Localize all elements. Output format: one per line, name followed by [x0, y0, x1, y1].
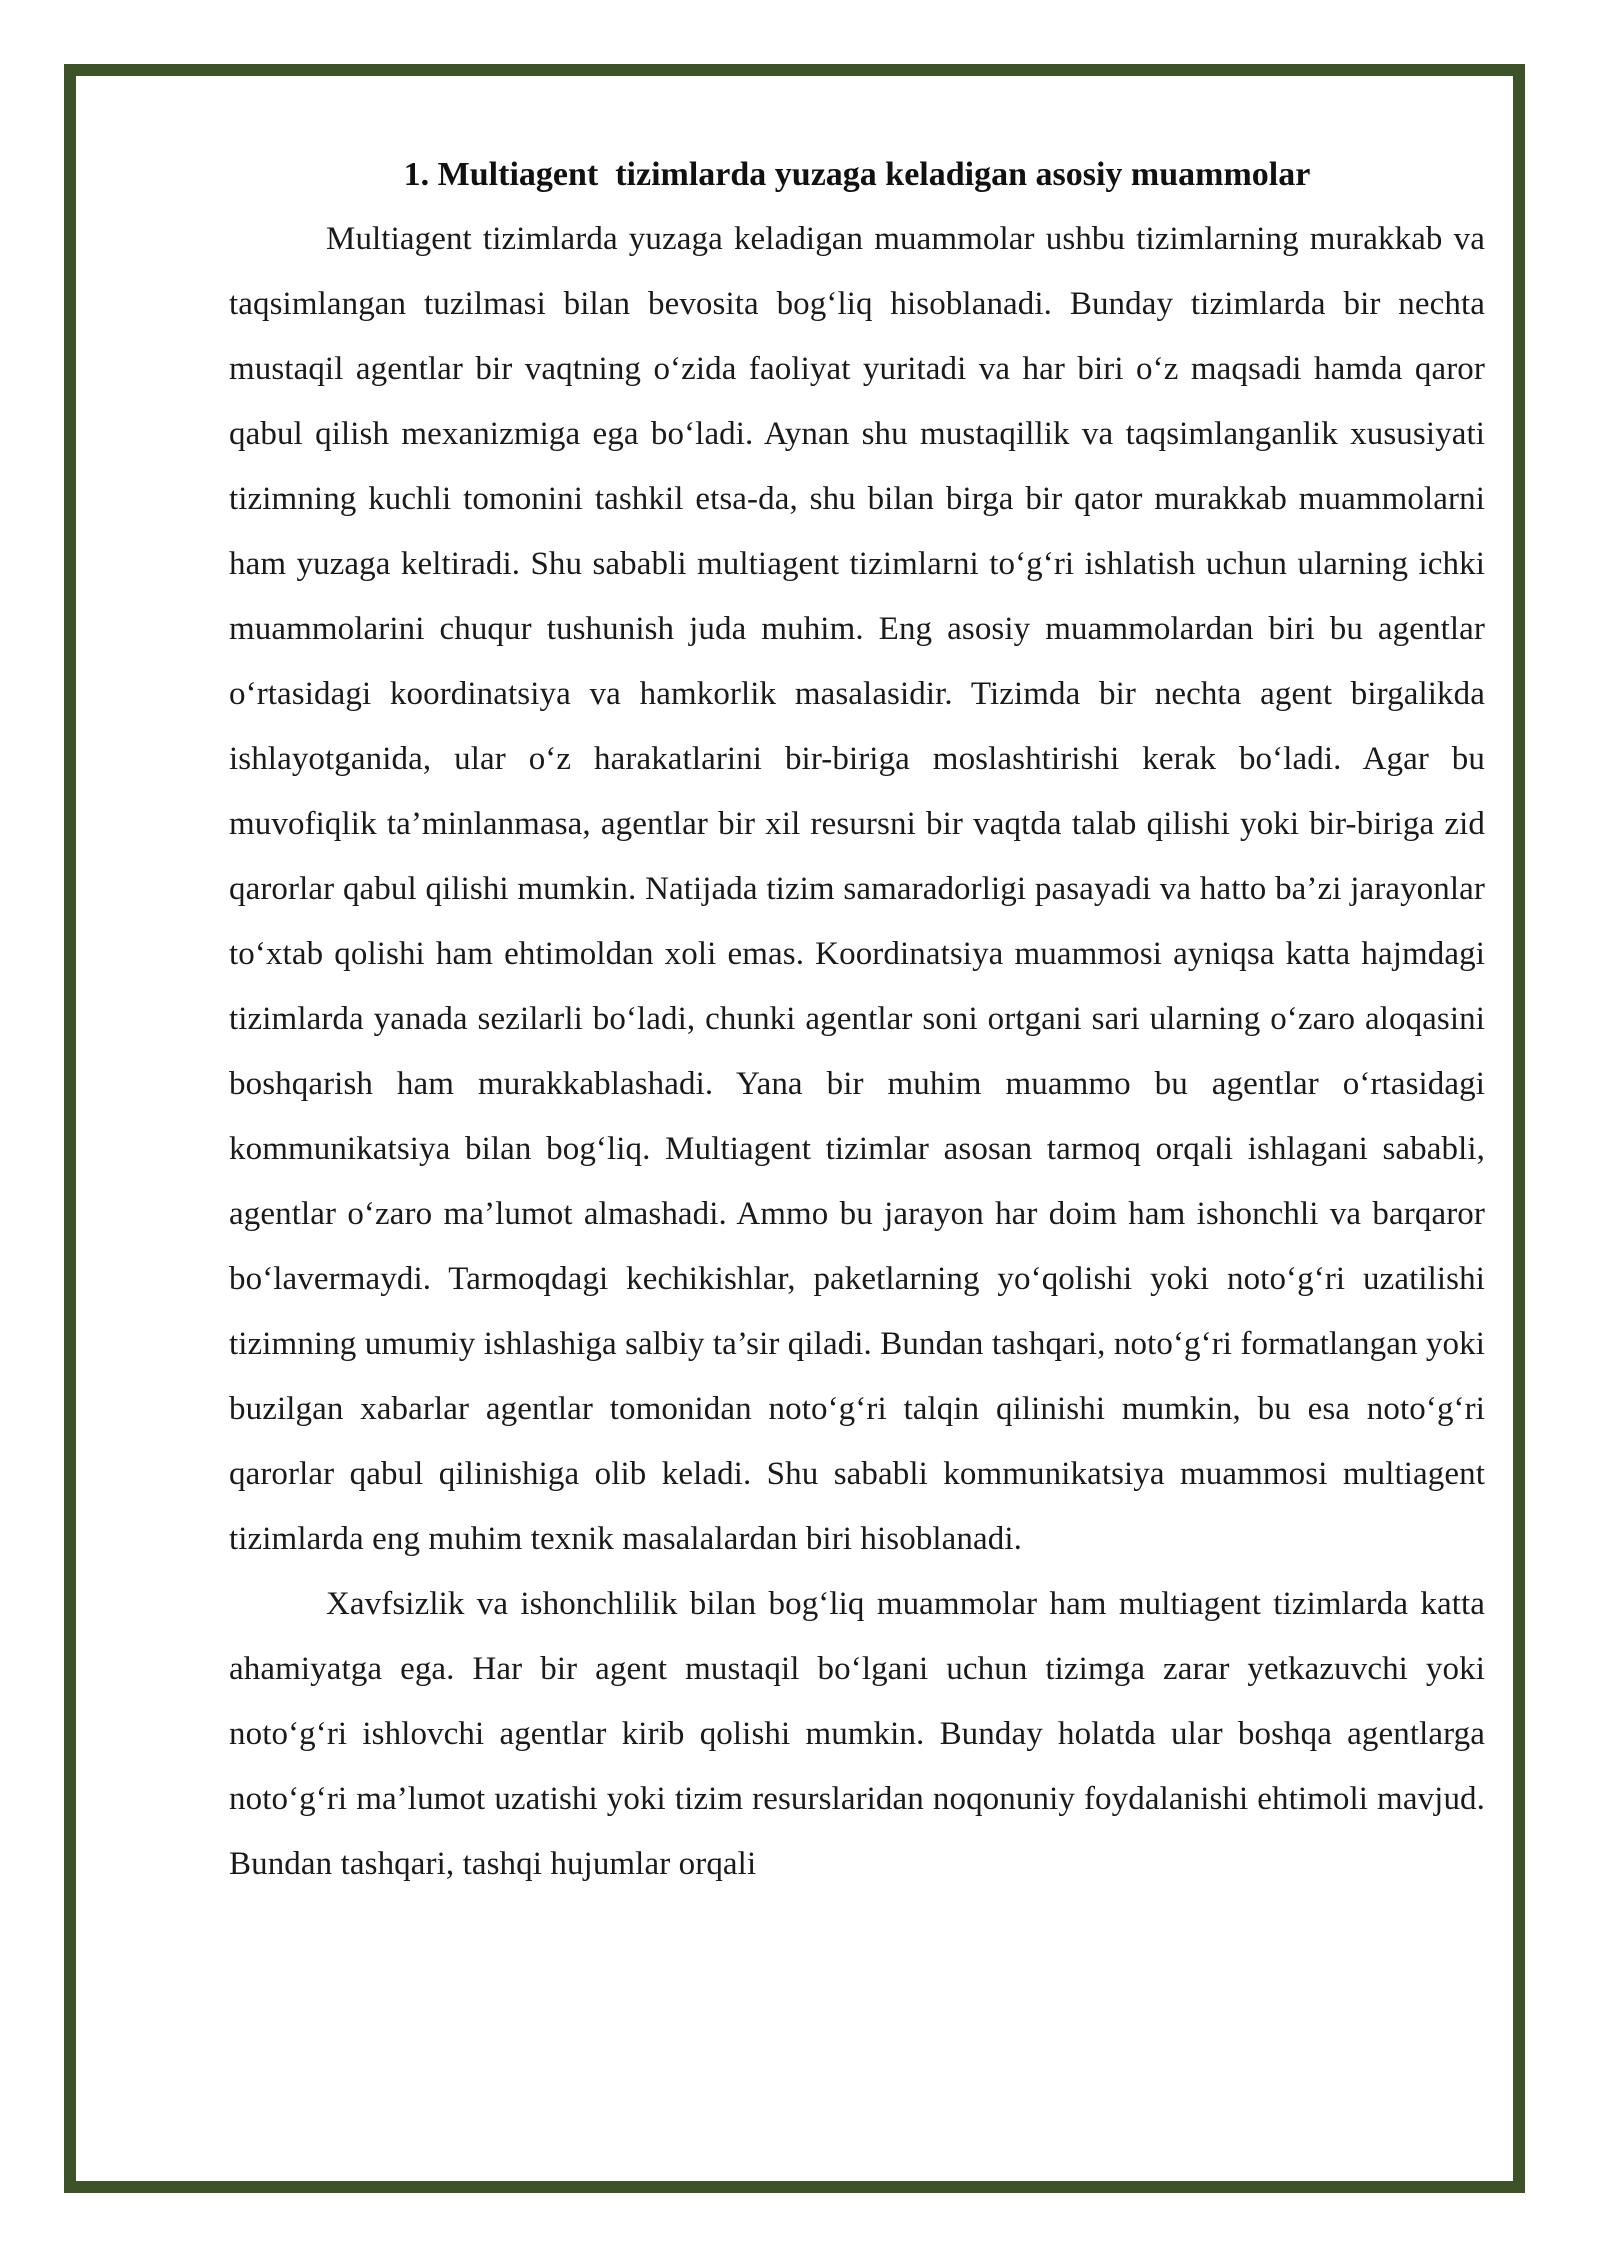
paragraph-coordination-communication: Multiagent tizimlarda yuzaga keladigan muammolar ushbu tizimlarning murakkab va taqsimlangan tuzilmasi bilan bevosita bog‘liq hisoblanadi. Bunday tizimlarda bir nechta mustaqil agentlar bir vaqtning o‘zida faoliyat yuritadi va har biri o‘z maqsadi hamda qaror qabul qilish mexanizmiga ega bo‘ladi. Aynan shu mustaqillik va taqsimlanganlik xususiyati tizimning kuchli tomonini tashkil etsa-da, shu bilan birga bir qator murakkab muammolarni ham yuzaga keltiradi. Shu sababli multiagent tizimlarni to‘g‘ri ishlatish uchun ularning ichki muammolarini chuqur tushunish juda muhim. Eng asosiy muammolardan biri bu agentlar o‘rtasidagi koordinatsiya va hamkorlik masalasidir. Tizimda bir nechta agent birgalikda ishlayotganida, ular o‘z harakatlarini bir-biriga moslashtirishi kerak bo‘ladi. Agar bu muvofiqlik ta’minlanmasa, agentlar bir xil resursni bir vaqtda talab qilishi yoki bir-biriga zid qarorlar qabul qilishi mumkin. Natijada tizim samaradorligi pasayadi va hatto ba’zi jarayonlar to‘xtab qolishi ham ehtimoldan xoli emas. Koordinatsiya muammosi ayniqsa katta hajmdagi tizimlarda yanada sezilarli bo‘ladi, chunki agentlar soni ortgani sari ularning o‘zaro aloqasini boshqarish ham murakkablashadi. Yana bir muhim muammo bu agentlar o‘rtasidagi kommunikatsiya bilan bog‘liq. Multiagent tizimlar asosan tarmoq orqali ishlagani sababli, agentlar o‘zaro ma’lumot almashadi. Ammo bu jarayon har doim ham ishonchli va barqaror bo‘lavermaydi. Tarmoqdagi kechikishlar, paketlarning yo‘qolishi yoki noto‘g‘ri uzatilishi tizimning umumiy ishlashiga salbiy ta’sir qiladi. Bundan tashqari, noto‘g‘ri formatlangan yoki buzilgan xabarlar agentlar tomonidan noto‘g‘ri talqin qilinishi mumkin, bu esa noto‘g‘ri qarorlar qabul qilinishiga olib keladi. Shu sababli kommunikatsiya muammosi multiagent tizimlarda eng muhim texnik masalalardan biri hisoblanadi.: [229, 221, 1485, 1557]
section-heading: 1. Multiagent tizimlarda yuzaga keladigan asosiy muammolar: [403, 156, 1311, 193]
document-body: [229, 148, 1485, 1897]
paragraph-security-reliability: Xavfsizlik va ishonchlilik bilan bog‘liq muammolar ham multiagent tizimlarda katta ahamiyatga ega. Har bir agent mustaqil bo‘lgani uchun tizimga zarar yetkazuvchi yoki noto‘g‘ri ishlovchi agentlar kirib qolishi mumkin. Bunday holatda ular boshqa agentlarga noto‘g‘ri ma’lumot uzatishi yoki tizim resurslaridan noqonuniy foydalanishi ehtimoli mavjud. Bundan tashqari, tashqi hujumlar orqali: [229, 1586, 1485, 1882]
